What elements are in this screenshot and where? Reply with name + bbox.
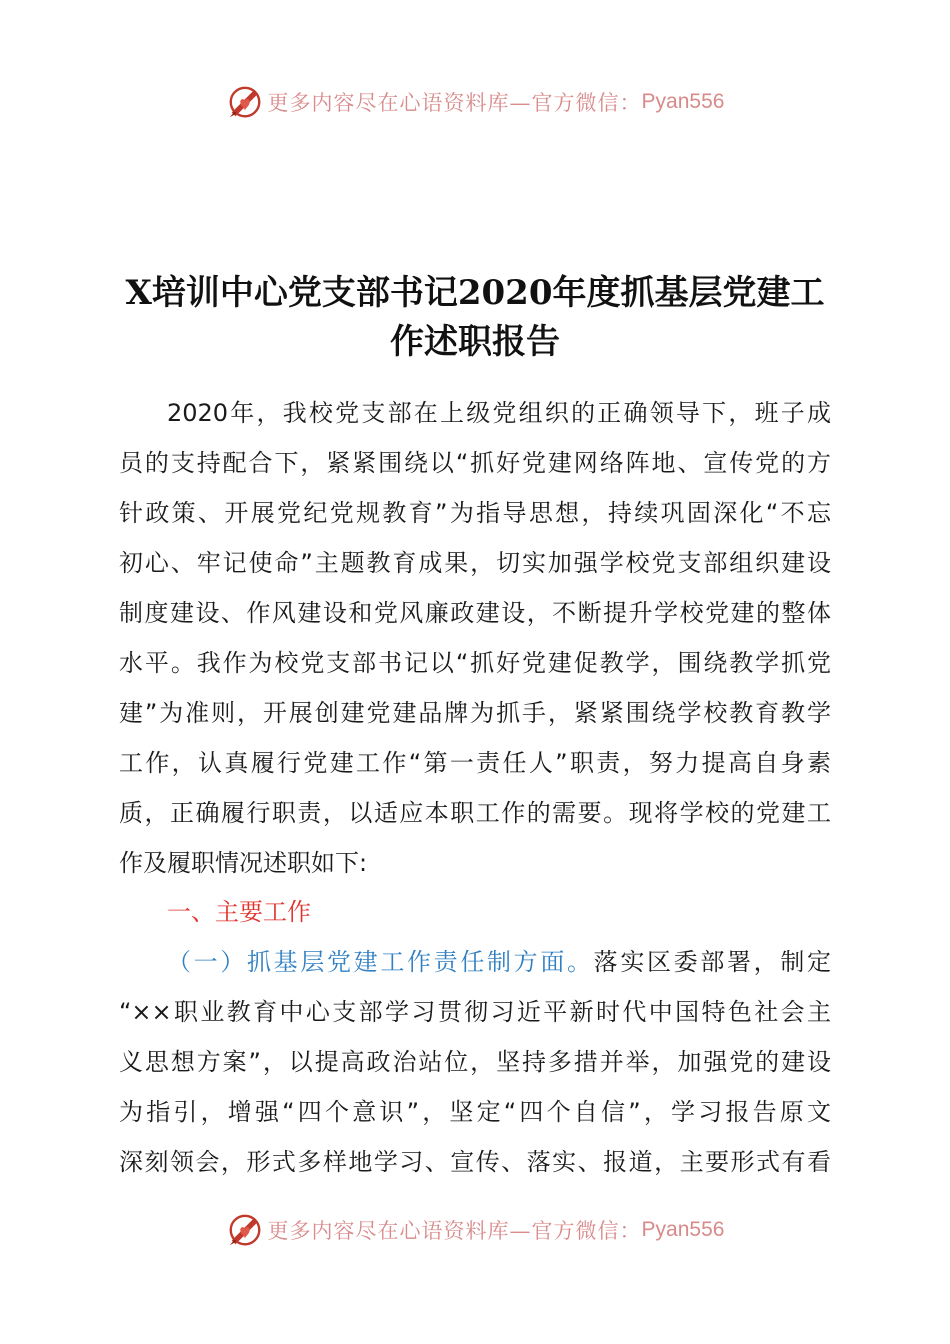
- paragraph-line: 作及履职情况述职如下:: [119, 849, 368, 877]
- paragraph-line: 建”为准则，开展创建党建品牌为抓手，紧紧围绕学校教育教学: [119, 699, 831, 727]
- watermark-contact: Pyan556: [641, 1218, 725, 1241]
- paragraph-line: 为指引，增强“四个意识”，坚定“四个自信”，学习报告原文: [119, 1098, 831, 1126]
- section-heading: 一、主要工作: [167, 898, 311, 926]
- watermark-contact: Pyan556: [641, 90, 725, 113]
- paragraph-line: 员的支持配合下，紧紧围绕以“抓好党建网络阵地、宣传党的方: [119, 449, 831, 477]
- watermark-footer: [0, 1208, 950, 1252]
- subsection-first-line: [167, 948, 831, 976]
- paragraph-line: 水平。我作为校党支部书记以“抓好党建促教学，围绕教学抓党: [119, 649, 831, 677]
- document-title-line-2: 作述职报告: [390, 322, 560, 362]
- watermark-header: [0, 80, 950, 124]
- paragraph-line: 质，正确履行职责，以适应本职工作的需要。现将学校的党建工: [119, 799, 831, 827]
- paragraph-line: 深刻领会，形式多样地学习、宣传、落实、报道，主要形式有看: [119, 1148, 831, 1176]
- subsection-text: 落实区委部署，制定: [593, 948, 832, 976]
- paragraph-line: “××职业教育中心支部学习贯彻习近平新时代中国特色社会主: [119, 998, 831, 1026]
- document-title-line-1: X培训中心党支部书记2020年度抓基层党建工: [125, 273, 825, 313]
- watermark-text: 更多内容尽在心语资料库—官方微信：: [267, 1219, 642, 1243]
- pen-heart-logo-icon: [226, 83, 264, 121]
- pen-heart-logo-icon: [226, 1211, 264, 1249]
- subsection-label: （一）抓基层党建工作责任制方面。: [167, 948, 594, 976]
- paragraph-line: 初心、牢记使命”主题教育成果，切实加强学校党支部组织建设: [119, 549, 831, 577]
- paragraph-line: 2020年，我校党支部在上级党组织的正确领导下，班子成: [167, 399, 831, 427]
- paragraph-line: 针政策、开展党纪党规教育”为指导思想，持续巩固深化“不忘: [119, 499, 831, 527]
- watermark-text: 更多内容尽在心语资料库—官方微信：: [267, 91, 642, 115]
- paragraph-line: 工作，认真履行党建工作“第一责任人”职责，努力提高自身素: [119, 749, 831, 777]
- paragraph-line: 义思想方案”，以提高政治站位，坚持多措并举，加强党的建设: [119, 1048, 831, 1076]
- paragraph-line: 制度建设、作风建设和党风廉政建设，不断提升学校党建的整体: [119, 599, 831, 627]
